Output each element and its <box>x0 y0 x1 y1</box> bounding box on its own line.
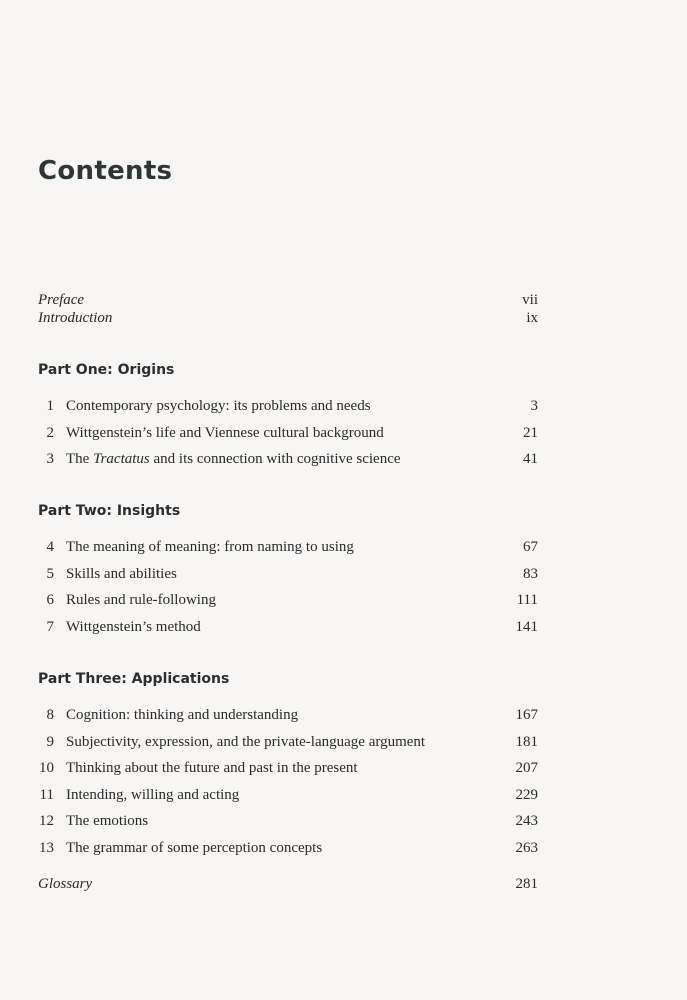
chapter-number: 8 <box>46 707 54 723</box>
toc-entry-introduction <box>38 309 538 327</box>
chapter-number: 9 <box>46 734 54 750</box>
page-title: Contents <box>38 156 173 186</box>
entry-page: 111 <box>516 592 538 608</box>
entry-page: 263 <box>515 840 538 856</box>
entry-title <box>54 450 498 468</box>
toc-entry-chapter <box>38 397 538 415</box>
entry-title: Intending, willing and acting <box>66 787 240 803</box>
chapter-number: 5 <box>46 566 54 582</box>
toc-entry-preface <box>38 291 538 309</box>
entry-title: Subjectivity, expression, and the private-language argument <box>66 734 426 750</box>
toc-entry-chapter <box>38 450 538 468</box>
entry-title: Thinking about the future and past in the present <box>66 760 358 776</box>
entry-title-italic: Tractatus <box>93 451 150 467</box>
part-heading-three: Part Three: Applications <box>38 671 230 687</box>
chapter-number: 13 <box>39 840 54 856</box>
entry-title: The grammar of some perception concepts <box>66 840 323 856</box>
chapter-number: 4 <box>46 539 54 555</box>
entry-page: 141 <box>515 619 538 635</box>
toc-entry-chapter <box>38 812 538 830</box>
entry-title-part: and its connection with cognitive science <box>149 451 401 467</box>
entry-title: The emotions <box>66 813 149 829</box>
entry-title: Skills and abilities <box>66 566 177 582</box>
entry-title: The meaning of meaning: from naming to using <box>66 539 354 555</box>
toc-entry-chapter <box>38 565 538 583</box>
toc-entry-chapter <box>38 618 538 636</box>
entry-page: 229 <box>515 787 538 803</box>
entry-title: Glossary <box>38 876 93 892</box>
entry-page: 181 <box>515 734 538 750</box>
toc-entry-chapter <box>38 706 538 724</box>
entry-page: 41 <box>523 451 538 467</box>
toc-entry-chapter <box>38 591 538 609</box>
entry-page: 21 <box>523 425 538 441</box>
chapter-number: 10 <box>39 760 54 776</box>
entry-page: vii <box>522 292 538 308</box>
entry-page: 67 <box>523 539 538 555</box>
entry-title: Wittgenstein’s life and Viennese cultural background <box>66 425 384 441</box>
toc-entry-chapter <box>38 538 538 556</box>
entry-page: 167 <box>515 707 538 723</box>
part-heading-two: Part Two: Insights <box>38 503 181 519</box>
chapter-number: 11 <box>39 787 54 803</box>
entry-title: Rules and rule-following <box>66 592 216 608</box>
toc-entry-chapter <box>38 839 538 857</box>
entry-title-part: The <box>66 451 94 467</box>
chapter-number: 2 <box>46 425 54 441</box>
chapter-number: 3 <box>46 451 54 467</box>
toc-entry-chapter <box>38 786 538 804</box>
toc-entry-glossary <box>38 875 538 893</box>
entry-title: Introduction <box>38 310 113 326</box>
chapter-number: 12 <box>39 813 54 829</box>
entry-page: 281 <box>515 876 538 892</box>
entry-page: 3 <box>530 398 538 414</box>
part-heading-one: Part One: Origins <box>38 362 175 378</box>
entry-page: 207 <box>515 760 538 776</box>
entry-title: Cognition: thinking and understanding <box>66 707 299 723</box>
chapter-number: 7 <box>46 619 54 635</box>
toc-entry-chapter <box>38 424 538 442</box>
entry-page: ix <box>526 310 538 326</box>
toc-entry-chapter <box>38 759 538 777</box>
entry-title: Wittgenstein’s method <box>66 619 201 635</box>
entry-page: 243 <box>515 813 538 829</box>
chapter-number: 6 <box>46 592 54 608</box>
entry-title: Contemporary psychology: its problems and needs <box>66 398 371 414</box>
toc-entry-chapter <box>38 733 538 751</box>
entry-page: 83 <box>523 566 538 582</box>
chapter-number: 1 <box>46 398 54 414</box>
entry-title: Preface <box>38 292 85 308</box>
